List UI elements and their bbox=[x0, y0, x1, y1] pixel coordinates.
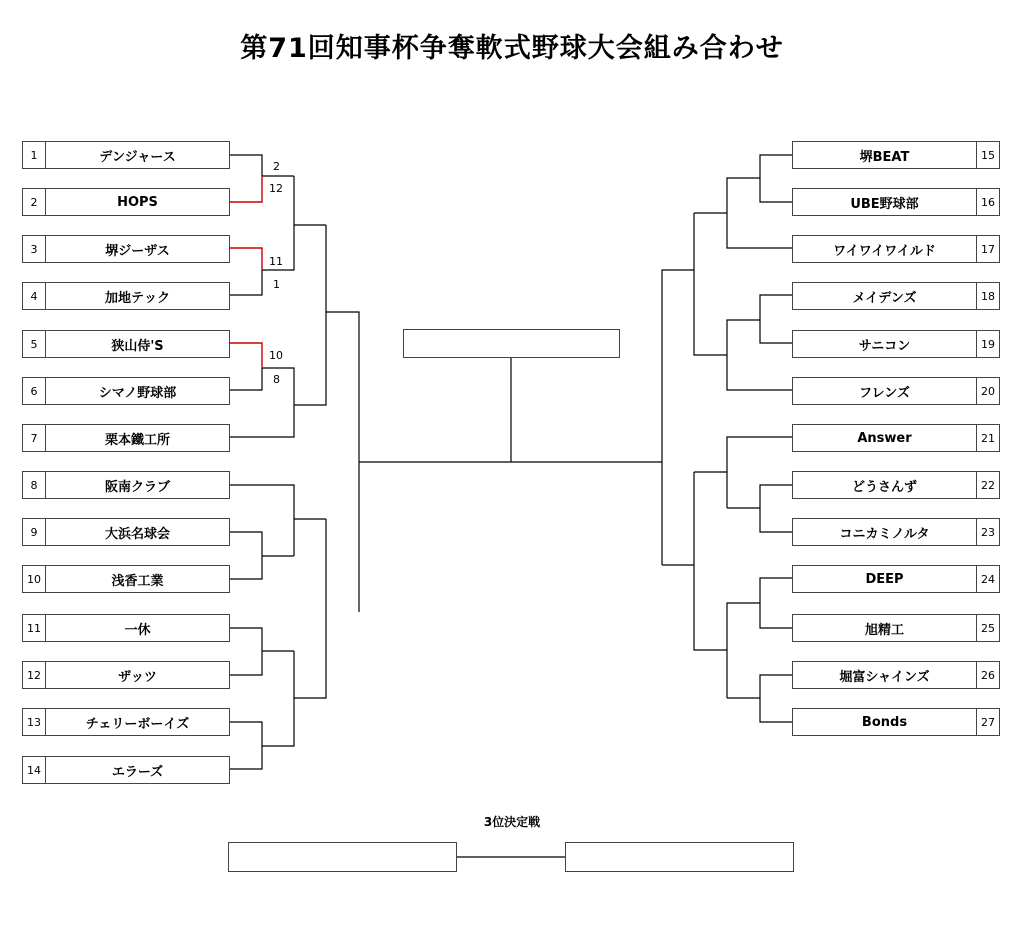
team-number: 13 bbox=[22, 708, 46, 736]
champion-box bbox=[403, 329, 620, 358]
team-name: 旭精工 bbox=[792, 614, 977, 642]
team-name: チェリーボーイズ bbox=[45, 708, 230, 736]
team-name: Answer bbox=[792, 424, 977, 452]
team-number: 3 bbox=[22, 235, 46, 263]
team-name: UBE野球部 bbox=[792, 188, 977, 216]
team-name: 阪南クラブ bbox=[45, 471, 230, 499]
team-number: 18 bbox=[976, 282, 1000, 310]
score-label: 11 bbox=[269, 255, 283, 268]
score-label: 12 bbox=[269, 182, 283, 195]
third-place-box-left bbox=[228, 842, 457, 872]
team-number: 24 bbox=[976, 565, 1000, 593]
team-number: 22 bbox=[976, 471, 1000, 499]
team-name: どうさんず bbox=[792, 471, 977, 499]
team-name: コニカミノルタ bbox=[792, 518, 977, 546]
team-number: 16 bbox=[976, 188, 1000, 216]
third-place-label: 3位決定戦 bbox=[483, 815, 541, 829]
team-number: 19 bbox=[976, 330, 1000, 358]
team-number: 15 bbox=[976, 141, 1000, 169]
team-number: 25 bbox=[976, 614, 1000, 642]
team-name: サニコン bbox=[792, 330, 977, 358]
team-number: 4 bbox=[22, 282, 46, 310]
team-name: 浅香工業 bbox=[45, 565, 230, 593]
team-name: 栗本鐵工所 bbox=[45, 424, 230, 452]
team-name: 堀富シャインズ bbox=[792, 661, 977, 689]
team-name: シマノ野球部 bbox=[45, 377, 230, 405]
team-name: 加地テック bbox=[45, 282, 230, 310]
team-name: 大浜名球会 bbox=[45, 518, 230, 546]
team-number: 7 bbox=[22, 424, 46, 452]
team-name: 堺ジーザス bbox=[45, 235, 230, 263]
team-number: 21 bbox=[976, 424, 1000, 452]
team-number: 10 bbox=[22, 565, 46, 593]
team-number: 2 bbox=[22, 188, 46, 216]
team-number: 5 bbox=[22, 330, 46, 358]
team-number: 26 bbox=[976, 661, 1000, 689]
page-title: 第71回知事杯争奪軟式野球大会組み合わせ bbox=[240, 33, 784, 64]
team-number: 17 bbox=[976, 235, 1000, 263]
team-number: 12 bbox=[22, 661, 46, 689]
team-name: メイデンズ bbox=[792, 282, 977, 310]
team-name: 堺BEAT bbox=[792, 141, 977, 169]
team-name: ワイワイワイルド bbox=[792, 235, 977, 263]
team-name: HOPS bbox=[45, 188, 230, 216]
score-label: 1 bbox=[273, 278, 280, 291]
team-number: 27 bbox=[976, 708, 1000, 736]
team-name: ザッツ bbox=[45, 661, 230, 689]
team-number: 11 bbox=[22, 614, 46, 642]
team-number: 23 bbox=[976, 518, 1000, 546]
team-number: 6 bbox=[22, 377, 46, 405]
team-number: 8 bbox=[22, 471, 46, 499]
score-label: 8 bbox=[273, 373, 280, 386]
team-number: 20 bbox=[976, 377, 1000, 405]
team-name: デンジャース bbox=[45, 141, 230, 169]
third-place-box-right bbox=[565, 842, 794, 872]
team-number: 9 bbox=[22, 518, 46, 546]
team-name: エラーズ bbox=[45, 756, 230, 784]
team-name: DEEP bbox=[792, 565, 977, 593]
team-name: 狭山侍'S bbox=[45, 330, 230, 358]
score-label: 10 bbox=[269, 349, 283, 362]
team-number: 1 bbox=[22, 141, 46, 169]
team-name: 一休 bbox=[45, 614, 230, 642]
team-name: フレンズ bbox=[792, 377, 977, 405]
score-label: 2 bbox=[273, 160, 280, 173]
team-name: Bonds bbox=[792, 708, 977, 736]
team-number: 14 bbox=[22, 756, 46, 784]
